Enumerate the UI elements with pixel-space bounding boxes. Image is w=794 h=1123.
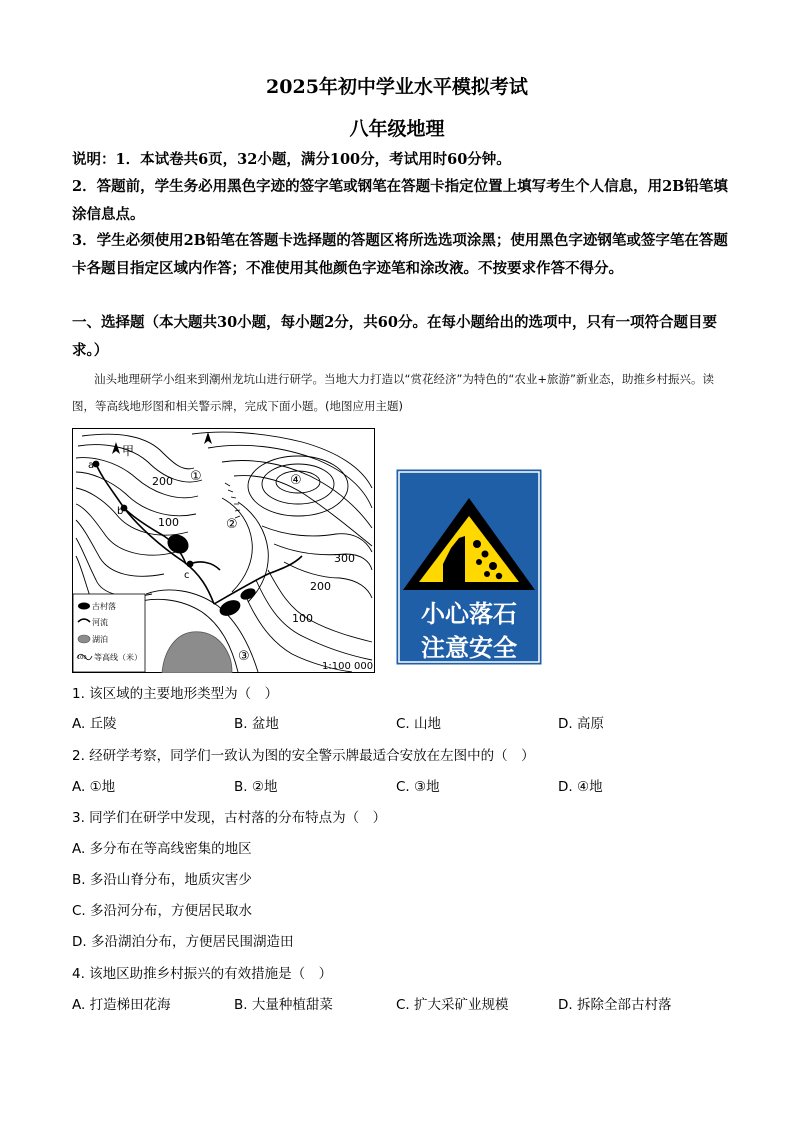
question-3-stem: 3. 同学们在研学中发现，古村落的分布特点为（ ） xyxy=(72,810,387,826)
q3-option-d[interactable]: D. 多沿湖泊分布，方便居民围湖造田 xyxy=(72,934,294,950)
q1-option-d[interactable]: D. 高原 xyxy=(558,716,604,732)
legend-river: 河流 xyxy=(92,618,108,627)
q1-option-a[interactable]: A. 丘陵 xyxy=(72,716,117,732)
question-2-stem: 2. 经研学考察，同学们一致认为图的安全警示牌最适合安放在左图中的（ ） xyxy=(72,748,535,764)
q1-option-b[interactable]: B. 盆地 xyxy=(234,716,279,732)
map-label-c: c xyxy=(184,570,190,581)
q4-option-c[interactable]: C. 扩大采矿业规模 xyxy=(396,997,509,1013)
instruction-3: 3．学生必须使用2B铅笔在答题卡选择题的答题区将所选选项涂黑；使用黑色字迹钢笔或签字笔在答题卡各题目指定区域内作答；不准使用其他颜色字迹笔和涂改液。不按要求作答不得分。 xyxy=(72,232,728,277)
instruction-2: 2．答题前，学生务必用黑色字迹的签字笔或钢笔在答题卡指定位置上填写考生个人信息，用2B铅笔填涂信息点。 xyxy=(72,178,728,223)
map-label-jia: 甲 xyxy=(122,444,135,458)
q2-option-c[interactable]: C. ③地 xyxy=(396,779,440,795)
legend-contour: 等高线（米） xyxy=(94,653,142,662)
q3-option-c[interactable]: C. 多沿河分布，方便居民取水 xyxy=(72,903,253,919)
map-contour-300: 300 xyxy=(334,552,355,565)
q4-option-b[interactable]: B. 大量种植甜菜 xyxy=(234,997,333,1013)
q2-option-a[interactable]: A. ①地 xyxy=(72,779,116,795)
legend-village: 古村落 xyxy=(92,602,116,611)
map-label-2: ② xyxy=(226,517,238,532)
instruction-1: 说明：1．本试卷共6页，32小题，满分100分，考试用时60分钟。 xyxy=(72,151,511,168)
question-1-stem: 1. 该区域的主要地形类型为（ ） xyxy=(72,686,279,702)
map-label-b: b xyxy=(117,506,124,517)
question-4-stem: 4. 该地区助推乡村振兴的有效措施是（ ） xyxy=(72,966,333,982)
map-label-1: ① xyxy=(190,469,202,484)
q2-option-b[interactable]: B. ②地 xyxy=(234,779,278,795)
falling-rocks-warning-sign xyxy=(393,466,545,668)
exam-title: 2025年初中学业水平模拟考试 xyxy=(266,76,528,98)
q3-option-b[interactable]: B. 多沿山脊分布，地质灾害少 xyxy=(72,872,252,888)
sign-text-line1: 小心落石 xyxy=(421,600,517,628)
q1-option-c[interactable]: C. 山地 xyxy=(396,716,442,732)
question-intro: 汕头地理研学小组来到潮州龙坑山进行研学。当地大力打造以“赏花经济”为特色的“农业+旅游”新业态，助推乡村振兴。读图，等高线地形图和相关警示牌，完成下面小题。(地图应用主题) xyxy=(72,372,714,413)
map-contour-200b: 200 xyxy=(310,580,331,593)
map-label-3: ③ xyxy=(238,649,250,664)
q4-option-a[interactable]: A. 打造梯田花海 xyxy=(72,997,171,1013)
legend-contour-num: 100 xyxy=(77,655,87,661)
legend-lake: 湖泊 xyxy=(92,635,108,644)
contour-map xyxy=(72,428,375,673)
exam-subtitle: 八年级地理 xyxy=(349,118,445,140)
map-label-a: a xyxy=(88,460,95,471)
sign-text-line2: 注意安全 xyxy=(421,634,517,662)
map-contour-200: 200 xyxy=(152,475,173,488)
map-contour-100b: 100 xyxy=(292,612,313,625)
q2-option-d[interactable]: D. ④地 xyxy=(558,779,603,795)
map-contour-100: 100 xyxy=(158,516,179,529)
q3-option-a[interactable]: A. 多分布在等高线密集的地区 xyxy=(72,841,252,857)
map-label-4: ④ xyxy=(290,473,302,488)
section-heading: 一、选择题（本大题共30小题，每小题2分，共60分。在每小题给出的选项中，只有一项符合题目要求。） xyxy=(72,314,717,359)
map-scale: 1:100 000 xyxy=(322,661,374,672)
q4-option-d[interactable]: D. 拆除全部古村落 xyxy=(558,997,672,1013)
